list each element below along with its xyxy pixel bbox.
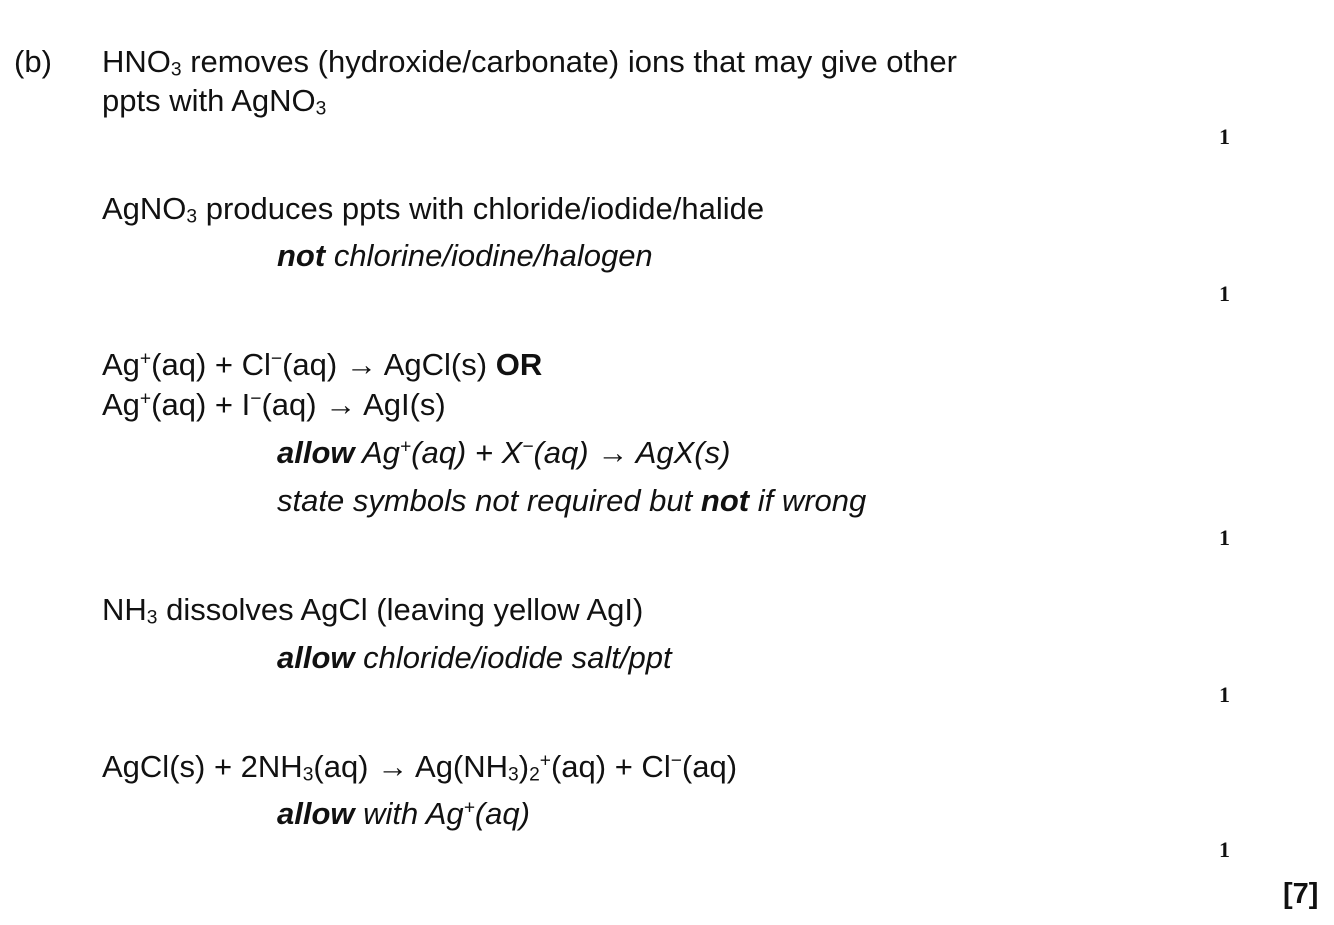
equation-line: Ag+(aq) + I−(aq) → AgI(s) xyxy=(102,387,446,422)
answer-line: $NH_3$ dissolves AgCl (leaving yellow AgI) xyxy=(102,592,644,629)
answer-line: $HNO_3$ removes (hydroxide/carbonate) ions that may give other xyxy=(102,44,957,81)
mark-value: 1 xyxy=(1219,281,1230,306)
equation-line: Ag+(aq) + Cl−(aq) → AgCl(s) OR xyxy=(102,347,543,382)
mark-value: 1 xyxy=(1219,124,1230,149)
answer-line: ppts with AgNO$_3$ xyxy=(102,83,327,120)
marking-note: state symbols not required but not if wrong xyxy=(277,483,867,518)
mark-value: 1 xyxy=(1219,837,1230,862)
marking-note: allow with Ag+(aq) xyxy=(277,796,530,831)
mark-value: 1 xyxy=(1219,525,1230,550)
part-label: (b) xyxy=(14,44,52,79)
answer-line: AgNO$_3$ produces ppts with chloride/iodide/halide xyxy=(102,191,765,228)
marking-note: not chlorine/iodine/halogen xyxy=(277,238,653,273)
marking-note: allow chloride/iodide salt/ppt xyxy=(277,640,672,675)
mark-value: 1 xyxy=(1219,682,1230,707)
total-marks: [7] xyxy=(1283,878,1319,910)
marking-note: allow Ag+(aq) + X−(aq) → AgX(s) xyxy=(277,435,731,470)
equation-line: AgCl(s) + $2NH_3(aq) \to Ag(NH_3)_2^+(aq) + Cl^-(aq)$ xyxy=(102,749,738,786)
